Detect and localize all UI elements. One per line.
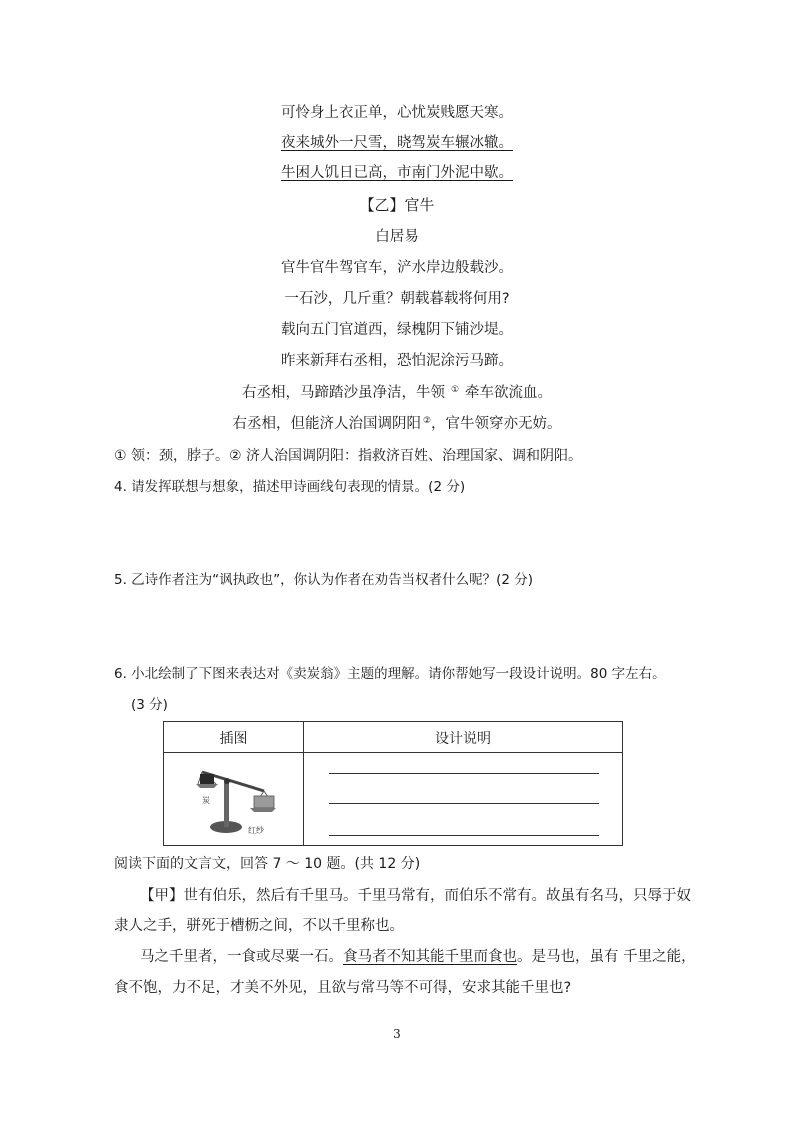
poem-yi-line-5b: 牵车欲流血。 bbox=[465, 385, 553, 401]
question-6: 6. 小北绘制了下图来表达对《卖炭翁》主题的理解。请你帮她写一段设计说明。80 字左右。 bbox=[114, 666, 666, 682]
poem-yi-line-6 bbox=[0, 414, 794, 434]
poem-yi-line-3: 载向五门官道西，绿槐阴下铺沙堤。 bbox=[281, 322, 513, 338]
right-pan bbox=[250, 808, 276, 812]
jia-p2-part-a: 马之千里者，一食或尽粟一石。 bbox=[140, 949, 343, 965]
poem-yi-line-5 bbox=[0, 383, 794, 403]
jia-p2-underlined: 食马者不知其能千里而食也 bbox=[343, 949, 517, 965]
poem-yi-line-4: 昨来新拜右丞相，恐怕泥涂污马蹄。 bbox=[281, 353, 513, 369]
underlined-line-3: 牛困人饥日已高，市南门外泥中歇。 bbox=[281, 165, 513, 181]
underlined-line-2: 夜来城外一尺雪，晓驾炭车辗冰辙。 bbox=[281, 135, 513, 151]
answer-line-1[interactable] bbox=[329, 773, 599, 774]
table-header-description: 设计说明 bbox=[435, 731, 491, 747]
charcoal-pile bbox=[200, 774, 214, 784]
poem-yi-line-6a: 右丞相，但能济人治国调阴阳 bbox=[232, 416, 421, 432]
red-silk-bundle bbox=[254, 796, 274, 808]
footnotes: ① 领：颈，脖子。② 济人治国调阴阳：指救济百姓、治理国家、调和阴阳。 bbox=[114, 448, 583, 464]
poem-jia-line-3 bbox=[0, 163, 794, 183]
poem-yi-title: 【乙】官牛 bbox=[359, 196, 435, 214]
footnote-mark-2: ② bbox=[422, 416, 432, 426]
poem-jia-line-1: 可怜身上衣正单，心忧炭贱愿天寒。 bbox=[281, 105, 513, 121]
question-6-score: (3 分) bbox=[131, 697, 168, 713]
jia-paragraph-1-line-1: 【甲】世有伯乐，然后有千里马。千里马常有，而伯乐不常有。故虽有名马，只辱于奴 bbox=[140, 888, 691, 904]
answer-line-3[interactable] bbox=[329, 835, 599, 836]
poem-jia-line-2 bbox=[0, 133, 794, 153]
answer-line-2[interactable] bbox=[329, 803, 599, 804]
question-4: 4. 请发挥联想与想象，描述甲诗画线句表现的情景。(2 分) bbox=[114, 479, 466, 495]
label-charcoal: 炭 bbox=[202, 796, 210, 805]
jia-paragraph-1-line-2: 隶人之手，骈死于槽枥之间，不以千里称也。 bbox=[114, 918, 404, 934]
poem-yi-author: 白居易 bbox=[375, 229, 419, 245]
jia-paragraph-2-line-1 bbox=[140, 947, 696, 967]
poem-yi-line-6b: ，官牛领穿亦无妨。 bbox=[431, 416, 562, 432]
poem-yi-line-2: 一石沙，几斤重？朝载暮载将何用? bbox=[284, 291, 510, 307]
question-5: 5. 乙诗作者注为“讽执政也”，你认为作者在劝告当权者什么呢？(2 分) bbox=[114, 572, 534, 588]
poem-yi-line-5a: 右丞相，马蹄踏沙虽净洁，牛领 bbox=[241, 385, 445, 401]
table-header-illustration: 插图 bbox=[219, 731, 248, 747]
scale-pivot bbox=[224, 778, 230, 784]
footnote-mark-1: ① bbox=[450, 385, 460, 395]
page-number: 3 bbox=[393, 1027, 401, 1041]
scale-post bbox=[224, 782, 229, 827]
jia-paragraph-2-line-2: 食不饱，力不足，才美不外见，且欲与常马等不可得，安求其能千里也? bbox=[114, 980, 572, 996]
reading-instructions: 阅读下面的文言文，回答 7 ～ 10 题。(共 12 分) bbox=[114, 856, 421, 872]
poem-yi-line-1: 官牛官牛驾官车，浐水岸边般载沙。 bbox=[281, 260, 513, 276]
left-pan bbox=[196, 784, 218, 788]
table-header-divider bbox=[164, 752, 622, 753]
design-table bbox=[163, 721, 623, 846]
label-red-silk: 红纱 bbox=[248, 826, 264, 835]
jia-p2-part-b: 。是马也，虽有 千里之能， bbox=[517, 949, 696, 965]
